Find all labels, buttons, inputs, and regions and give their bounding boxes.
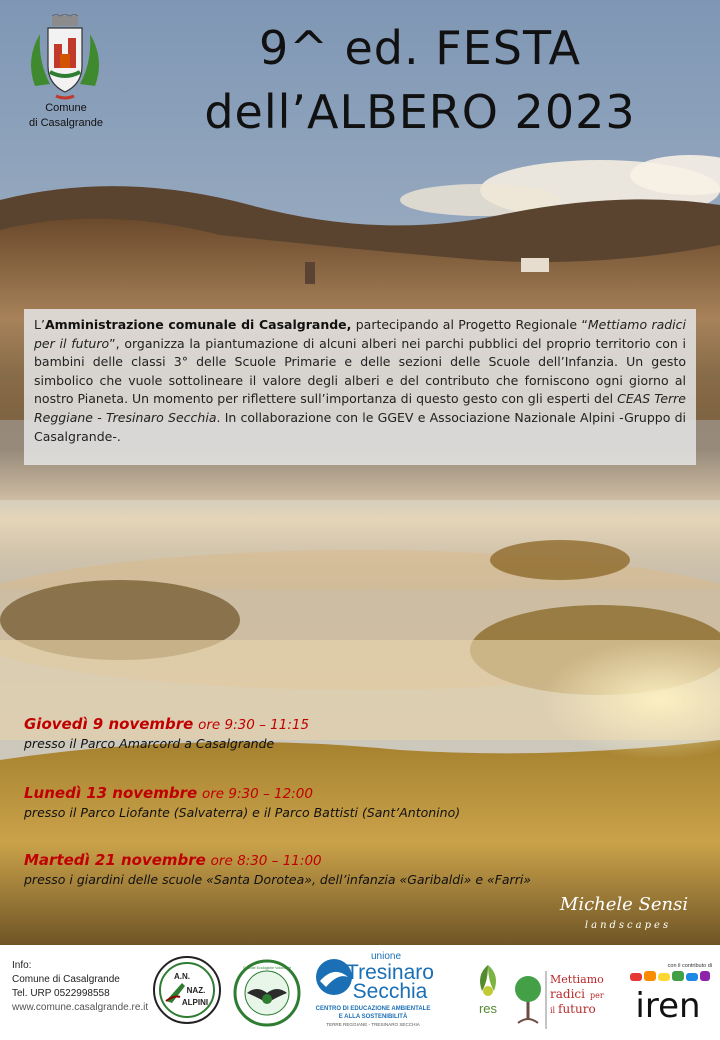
event-date-line — [24, 714, 644, 735]
signature-sub: landscapes — [584, 920, 672, 931]
unione-tresinaro-secchia-logo — [312, 947, 434, 1037]
event-day: Martedì 21 novembre — [24, 851, 206, 869]
intro-part1: L’ — [34, 317, 45, 332]
municipality-line2: di Casalgrande — [29, 117, 103, 129]
mettiamo-radici-logo — [512, 967, 612, 1031]
event-time: ore 8:30 – 11:00 — [210, 853, 322, 869]
event-place: presso il Parco Amarcord a Casalgrande — [24, 736, 275, 751]
ceas-line1: CENTRO DI EDUCAZIONE AMBIENTALE — [315, 1006, 431, 1012]
event-place: presso il Parco Liofante (Salvaterra) e il Parco Battisti (Sant’Antonino) — [24, 805, 461, 820]
event-time: ore 9:30 – 11:15 — [198, 717, 310, 733]
intro-organizer: Amministrazione comunale di Casalgrande, — [44, 317, 352, 332]
alpini-mid-text: NAZ. — [186, 986, 206, 995]
mettiamo-line1: Mettiamo — [550, 973, 604, 986]
title-line1: 9^ ed. FESTA — [259, 21, 581, 75]
alpini-logo-icon — [152, 955, 222, 1025]
iren-caption: con il contributo di — [667, 963, 712, 969]
secchia-word: Secchia — [352, 980, 428, 1003]
municipality-line1: Comune — [45, 102, 87, 114]
event-item — [24, 714, 644, 753]
event-place: presso i giardini delle scuole «Santa Dorotea», dell’infanzia «Garibaldi» e «Farri» — [24, 872, 532, 887]
ggev-logo-icon — [233, 959, 301, 1027]
event-day: Lunedì 13 novembre — [24, 784, 198, 802]
unione-label: unione — [370, 951, 402, 962]
casalgrande-crest-icon — [20, 14, 110, 104]
ceas-line3: TERRE REGGIANE - TRESINARO SECCHIA — [326, 1022, 420, 1027]
event-item — [24, 783, 644, 822]
mettiamo-line2: radici — [550, 987, 585, 1001]
signature-name: Michele Sensi — [559, 894, 689, 915]
contact-info — [12, 959, 148, 1015]
alpini-top-text: A.N. — [174, 972, 190, 981]
event-item — [24, 850, 644, 889]
mettiamo-il: il — [550, 1006, 556, 1015]
event-date-line — [24, 850, 644, 871]
intro-part5: ”, organizza la piantumazione di alcuni alberi nei parchi pubblici del proprio territorio con i bambini delle classi 3° delle Scuole Primarie e delle sezioni delle Scuole dell’Infanzia. Un gesto simbolico che vuole sottolineare il valore degli alberi e del contributo che forniscono ogni giorno al nostro Pianeta. Un momento per riflettere sull’importanza di questo gesto con gli esperti del — [34, 335, 686, 407]
iren-logo — [616, 959, 716, 1031]
info-website: www.comune.casalgrande.re.it — [12, 1002, 149, 1013]
photographer-signature — [544, 890, 704, 934]
municipality-name — [18, 101, 114, 131]
res-label: res — [478, 1001, 498, 1016]
intro-part3: partecipando al Progetto Regionale “ — [351, 317, 588, 332]
event-day: Giovedì 9 novembre — [24, 715, 194, 733]
res-logo-icon — [470, 961, 506, 1025]
event-time: ore 9:30 – 12:00 — [201, 786, 313, 802]
intro-part7: . In collaborazione con le GGEV e Associazione Nazionale Alpini -Gruppo di Casalgrande-. — [34, 409, 686, 444]
tresinaro-word: Tresinaro — [346, 961, 434, 984]
mettiamo-per: per — [590, 991, 604, 1000]
info-label: Info: — [12, 960, 32, 971]
ceas-line2: E ALLA SOSTENIBILITÀ — [338, 1014, 408, 1020]
intro-ceas-name: CEAS Terre Reggiane - Tresinaro Secchia — [34, 391, 686, 425]
ggev-text: Guardie Ecologiche Volontarie — [242, 966, 292, 970]
footer — [0, 945, 720, 1040]
event-date-line — [24, 783, 644, 804]
page-title — [120, 16, 720, 144]
title-line2: dell’ALBERO 2023 — [204, 85, 636, 139]
intro-text-box — [24, 309, 696, 465]
info-org: Comune di Casalgrande — [12, 974, 120, 985]
intro-project-name: Mettiamo radici per il futuro — [34, 317, 686, 351]
info-phone: Tel. URP 0522998558 — [12, 988, 110, 999]
alpini-bottom-text: ALPINI — [181, 998, 209, 1007]
mettiamo-line3: futuro — [558, 1002, 596, 1016]
iren-word: iren — [635, 986, 701, 1026]
